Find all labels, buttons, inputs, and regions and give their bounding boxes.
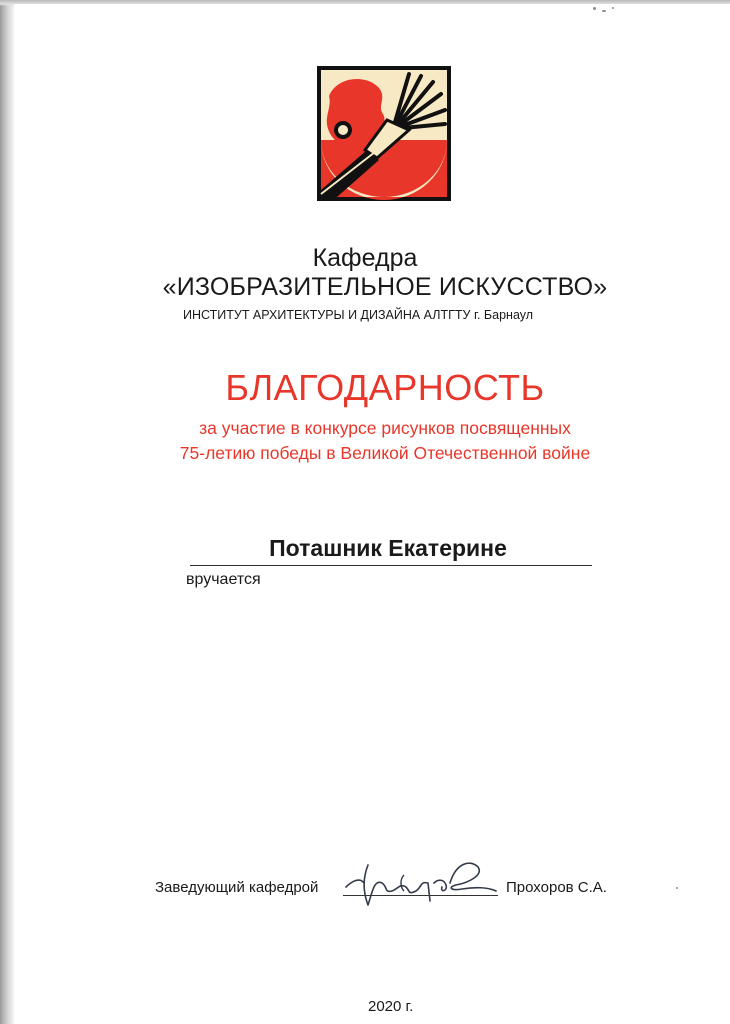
recipient-underline: [190, 565, 592, 566]
institute-name: ИНСТИТУТ АРХИТЕКТУРЫ И ДИЗАЙНА АЛТГТУ г. Барнаул: [183, 308, 534, 322]
year: 2020 г.: [368, 998, 414, 1015]
scan-speck: [612, 7, 614, 9]
awarded-label: вручается: [186, 571, 261, 588]
scan-edge-left: [0, 0, 14, 1024]
head-of-department-label: Заведующий кафедрой: [155, 879, 319, 896]
department-label: Кафедра: [312, 244, 418, 272]
certificate-title: БЛАГОДАРНОСТЬ: [225, 367, 545, 408]
scan-speck: [676, 887, 678, 889]
reason-line-2: 75-летию победы в Великой Отечественной войне: [179, 443, 591, 463]
palette-and-fan-emblem-icon: [317, 66, 451, 201]
head-of-department-name: Прохоров С.А.: [506, 879, 607, 896]
scan-speck: [593, 7, 596, 10]
recipient-name: Поташник Екатерине: [269, 535, 507, 561]
scan-speck: [602, 10, 606, 12]
department-name: «ИЗОБРАЗИТЕЛЬНОЕ ИСКУССТВО»: [162, 273, 608, 301]
handwritten-signature: [338, 853, 503, 913]
reason-line-1: за участие в конкурсе рисунков посвященных: [199, 418, 571, 438]
